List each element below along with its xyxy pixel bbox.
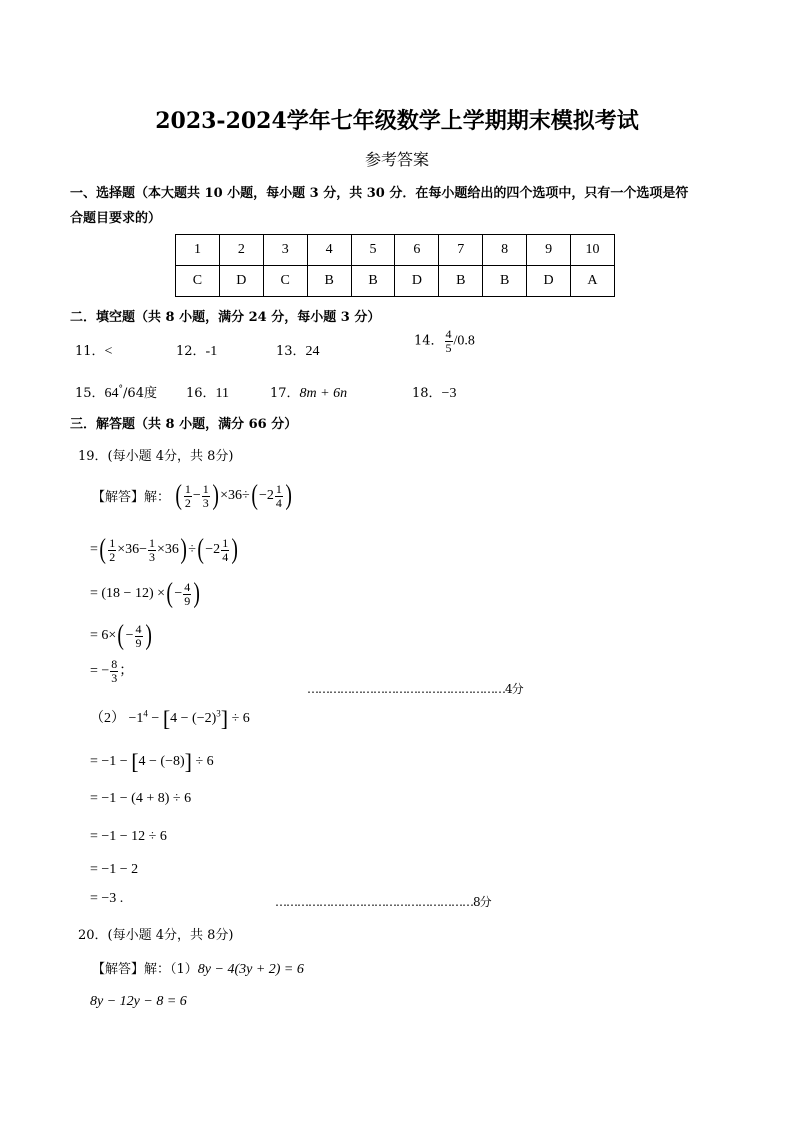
table-cell: 8	[483, 235, 527, 266]
q16-answer	[186, 382, 229, 402]
answer-value: -1	[205, 344, 218, 359]
table-cell: A	[571, 266, 615, 297]
q12-answer	[176, 340, 217, 360]
table-cell: 1	[176, 235, 220, 266]
section2-heading: 二．填空题（共 8 小题，满分 24 分，每小题 3 分）	[70, 310, 381, 325]
answer-value: −3	[441, 386, 457, 401]
q13-answer	[276, 340, 320, 360]
answer-value: 24	[305, 344, 320, 359]
table-cell: 3	[263, 235, 307, 266]
solution-prefix: 【解答】解：（1）	[92, 962, 198, 977]
table-cell: 10	[571, 235, 615, 266]
question-number: 14．	[414, 333, 444, 349]
q19-step1: =( $\frac{1}{2}$ ×36− $\frac{1}{3}$ ×36)÷(−2 $\frac{1}{4}$ )	[90, 534, 239, 565]
table-cell: 9	[527, 235, 571, 266]
question-number: 18．	[412, 386, 442, 401]
equation: 8y − 4(3y + 2) = 6	[197, 962, 304, 977]
q19-part2-step1: = −1 − [4 − (−8)] ÷ 6	[90, 749, 214, 774]
answer-table-number-row	[176, 235, 615, 266]
fraction: $\frac{4}{5}$	[445, 327, 452, 355]
degree-symbol: °	[118, 384, 124, 395]
answer-value-alt: /64度	[123, 386, 157, 401]
table-cell: 2	[219, 235, 263, 266]
answer-value: 64	[104, 386, 119, 401]
question-number: 15．	[75, 386, 105, 401]
q20-header: 20．(每小题 4分，共 8分)	[78, 928, 234, 943]
q19-step2: = (18 − 12) ×(− $\frac{4}{9}$ )	[90, 578, 201, 609]
answer-value: /0.8	[453, 333, 475, 349]
table-cell: B	[307, 266, 351, 297]
page-title: 2023-2024学年七年级数学上学期期末模拟考试	[155, 108, 639, 134]
table-cell: D	[527, 266, 571, 297]
q19-step4: = − $\frac{8}{3}$ ；	[90, 657, 134, 685]
q15-answer	[75, 382, 157, 402]
question-number: 13．	[276, 344, 306, 359]
answer-value: 8m + 6n	[299, 386, 348, 401]
table-cell: D	[395, 266, 439, 297]
question-number: 17．	[270, 386, 300, 401]
q19-part2-step3: = −1 − 12 ÷ 6	[90, 829, 167, 844]
q17-answer	[270, 382, 347, 402]
q19-expression: 【解答】解： ( $\frac{1}{2}$ − $\frac{1}{3}$ )×36÷(−2 $\frac{1}{4}$ )	[92, 480, 292, 511]
q19-score-2: ………………………………………………8分	[275, 895, 491, 909]
q19-part2-expression: $(2) -1^4 - [4 - (-2)^3] \div 6$	[90, 706, 250, 731]
q19-score-1: ………………………………………………4分	[307, 682, 523, 696]
section1-heading-line2: 合题目要求的）	[70, 211, 162, 226]
question-number: 12．	[176, 344, 206, 359]
q20-step1: 8y − 12y − 8 = 6	[90, 994, 187, 1009]
q20-expression	[92, 958, 304, 978]
q19-part2-step2: = −1 − (4 + 8) ÷ 6	[90, 791, 192, 806]
section3-heading: 三．解答题（共 8 小题，满分 66 分）	[70, 417, 298, 432]
table-cell: B	[439, 266, 483, 297]
table-cell: 7	[439, 235, 483, 266]
q19-part2-step4: = −1 − 2	[90, 862, 139, 877]
page-subtitle: 参考答案	[364, 150, 429, 169]
answer-table	[175, 234, 615, 297]
q19-step3: = 6×(− $\frac{4}{9}$ )	[90, 620, 152, 651]
section1-heading-line1: 一、选择题（本大题共 10 小题，每小题 3 分，共 30 分．在每小题给出的四个选项中，只有一个选项是符	[70, 186, 689, 201]
q14-answer	[414, 328, 475, 354]
q19-header: 19．(每小题 4分，共 8分)	[78, 449, 234, 464]
table-cell: 4	[307, 235, 351, 266]
table-cell: B	[351, 266, 395, 297]
solution-prefix: 【解答】解：	[92, 490, 171, 506]
table-cell: C	[263, 266, 307, 297]
part-label: （2）	[90, 711, 125, 727]
table-cell: B	[483, 266, 527, 297]
table-cell: 5	[351, 235, 395, 266]
q19-part2-step5: = −3 .	[90, 891, 124, 906]
question-number: 11．	[75, 344, 105, 359]
question-number: 16．	[186, 386, 216, 401]
table-cell: D	[219, 266, 263, 297]
q11-answer	[75, 340, 112, 360]
table-cell: 6	[395, 235, 439, 266]
answer-value: <	[104, 344, 113, 359]
answer-value: 11	[215, 386, 230, 401]
answer-table-answer-row	[176, 266, 615, 297]
q18-answer	[412, 382, 456, 402]
table-cell: C	[176, 266, 220, 297]
